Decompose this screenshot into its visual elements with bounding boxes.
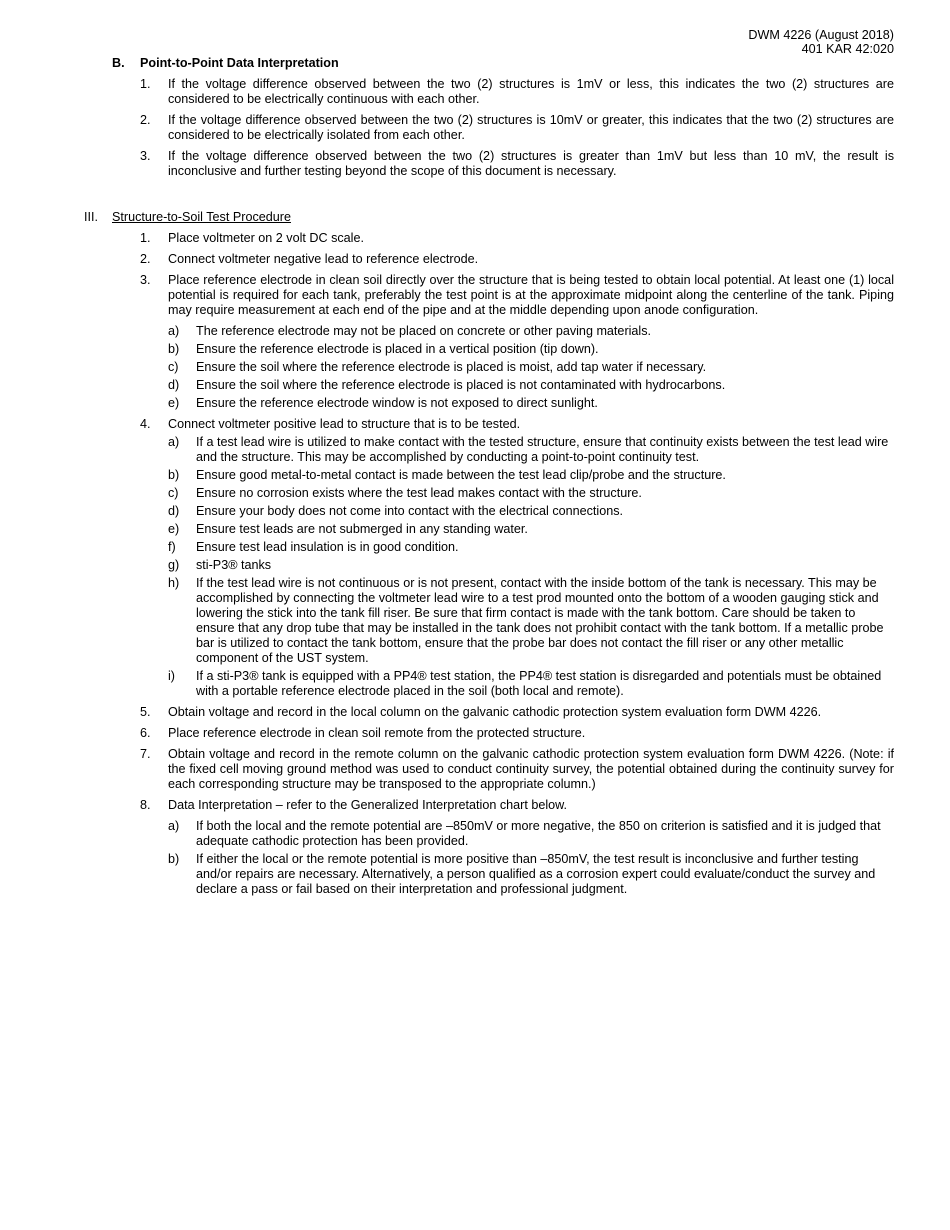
sub-step [0,468,950,483]
procedure-step [0,417,950,432]
sub-step [0,378,950,393]
regulation-reference: 401 KAR 42:020 [801,42,894,56]
section-b-item [0,77,950,107]
step-text: Obtain voltage and record in the remote column on the galvanic cathodic protection system evaluation form DWM 4226. (Note: if the fixed cell moving ground method was used to conduct continuity survey, the potential obtained during the continuity survey for each corresponding structure may be transposed to the appropriate column.) [168,747,894,791]
sub-step-letter: b) [168,852,180,866]
sub-step [0,342,950,357]
sub-step [0,504,950,519]
step-text: Obtain voltage and record in the local column on the galvanic cathodic protection system evaluation form DWM 4226. [168,705,822,719]
procedure-step [0,252,950,267]
section-b [0,56,950,179]
sub-step [0,669,950,699]
sub-step-letter: b) [168,342,180,356]
step-text: Place reference electrode in clean soil directly over the structure that is being tested to obtain local potential. At least one (1) local potential is required for each tank, preferably the test point is at the approximate midpoint along the centerline of the tank. Piping may require measurement at each end of the pipe and at the middle depending upon anode configuration. [168,273,894,317]
section-b-heading [0,56,950,71]
step-number: 1. [140,231,151,245]
sub-step-text: The reference electrode may not be placed on concrete or other paving materials. [196,324,652,338]
sub-step-letter: a) [168,324,180,338]
procedure-step [0,273,950,318]
step-number: 4. [140,417,151,431]
step-number: 3. [140,273,151,287]
procedure-step [0,705,950,720]
step-number: 7. [140,747,151,761]
sub-step [0,435,950,465]
sub-step-letter: g) [168,558,180,572]
step-number: 6. [140,726,151,740]
sub-step [0,852,950,897]
section-b-marker: B. [112,56,125,70]
procedure-step [0,231,950,246]
sub-step [0,396,950,411]
item-text: If the voltage difference observed between the two (2) structures is 10mV or greater, this indicates that the two (2) structures are considered to be electrically isolated from each other. [168,113,894,142]
item-number: 1. [140,77,151,91]
step-number: 2. [140,252,151,266]
item-number: 2. [140,113,151,127]
procedure-step [0,747,950,792]
step-text: Place reference electrode in clean soil remote from the protected structure. [168,726,586,740]
procedure-step [0,726,950,741]
step-number: 5. [140,705,151,719]
sub-step [0,819,950,849]
sub-step-letter: b) [168,468,180,482]
sub-step-letter: d) [168,378,180,392]
document-header [748,28,894,56]
item-number: 3. [140,149,151,163]
step-text: Connect voltmeter positive lead to structure that is to be tested. [168,417,521,431]
section-iii [0,210,950,897]
step-number: 8. [140,798,151,812]
sub-step-text: Ensure the reference electrode is placed in a vertical position (tip down). [196,342,599,356]
sub-step-letter: h) [168,576,180,590]
sub-step-text: If either the local or the remote potential is more positive than –850mV, the test result is inconclusive and further testing and/or repairs are necessary. Alternatively, a person qualified as a corrosion expert could evaluate/conduct the survey and declare a pass or fail based on their interpretation and professional judgment. [196,852,876,896]
sub-step-text: Ensure the reference electrode window is not exposed to direct sunlight. [196,396,598,410]
sub-step-text: Ensure the soil where the reference electrode is placed is not contaminated with hydrocarbons. [196,378,726,392]
sub-step-text: Ensure good metal-to-metal contact is made between the test lead clip/probe and the structure. [196,468,726,482]
form-number: DWM 4226 (August 2018) [748,28,894,42]
sub-step-text: If the test lead wire is not continuous or is not present, contact with the inside bottom of the tank is necessary. This may be accomplished by connecting the voltmeter lead wire to a test prod mounted onto the bottom of a wooden gauging stick and lowering the stick into the tank fill riser. Be sure that firm contact is made with the tank bottom. Care should be taken to ensure that any drop tube that may be installed in the tank does not prohibit contact with the tank bottom. If a metallic probe bar is utilized to contact the tank bottom, ensure that the probe bar does not contact the fill riser or any other metallic component of the UST system. [196,576,884,665]
sub-step [0,522,950,537]
sub-step-letter: i) [168,669,175,683]
section-b-item [0,113,950,143]
sub-step-letter: c) [168,486,179,500]
section-iii-heading [0,210,950,225]
sub-step [0,540,950,555]
step-text: Data Interpretation – refer to the Generalized Interpretation chart below. [168,798,568,812]
item-text: If the voltage difference observed between the two (2) structures is 1mV or less, this indicates the two (2) structures are considered to be electrically continuous with each other. [168,77,894,106]
sub-step-letter: e) [168,522,180,536]
sub-step-letter: a) [168,819,180,833]
section-iii-title: Structure-to-Soil Test Procedure [112,210,291,224]
sub-step-letter: d) [168,504,180,518]
sub-step [0,324,950,339]
sub-step-text: If a test lead wire is utilized to make contact with the tested structure, ensure that continuity exists between the test lead wire and the structure. This may be accomplished by conducting a point-to-point continuity test. [196,435,889,464]
section-b-title: Point-to-Point Data Interpretation [140,56,339,70]
sub-step-text: If both the local and the remote potential are –850mV or more negative, the 850 on criterion is satisfied and it is judged that adequate cathodic protection has been provided. [196,819,881,848]
sub-step-text: Ensure the soil where the reference electrode is placed is moist, add tap water if necessary. [196,360,707,374]
sub-step [0,558,950,573]
sub-step [0,576,950,666]
section-b-item [0,149,950,179]
sub-step-text: Ensure test leads are not submerged in any standing water. [196,522,528,536]
sub-step-text: Ensure your body does not come into contact with the electrical connections. [196,504,624,518]
sub-step-text: sti-P3® tanks [196,558,272,572]
sub-step [0,360,950,375]
sub-step-letter: c) [168,360,179,374]
section-iii-marker: III. [84,210,98,224]
item-text: If the voltage difference observed between the two (2) structures is greater than 1mV but less than 10 mV, the result is inconclusive and further testing beyond the scope of this document is necessary. [168,149,894,178]
sub-step-text: Ensure test lead insulation is in good condition. [196,540,459,554]
step-text: Connect voltmeter negative lead to reference electrode. [168,252,479,266]
sub-step-letter: f) [168,540,176,554]
sub-step-letter: a) [168,435,180,449]
procedure-step [0,798,950,813]
sub-step [0,486,950,501]
sub-step-text: If a sti-P3® tank is equipped with a PP4® test station, the PP4® test station is disregarded and potentials must be obtained with a portable reference electrode placed in the soil (both local and remote). [196,669,882,698]
step-text: Place voltmeter on 2 volt DC scale. [168,231,364,245]
sub-step-text: Ensure no corrosion exists where the test lead makes contact with the structure. [196,486,642,500]
sub-step-letter: e) [168,396,180,410]
